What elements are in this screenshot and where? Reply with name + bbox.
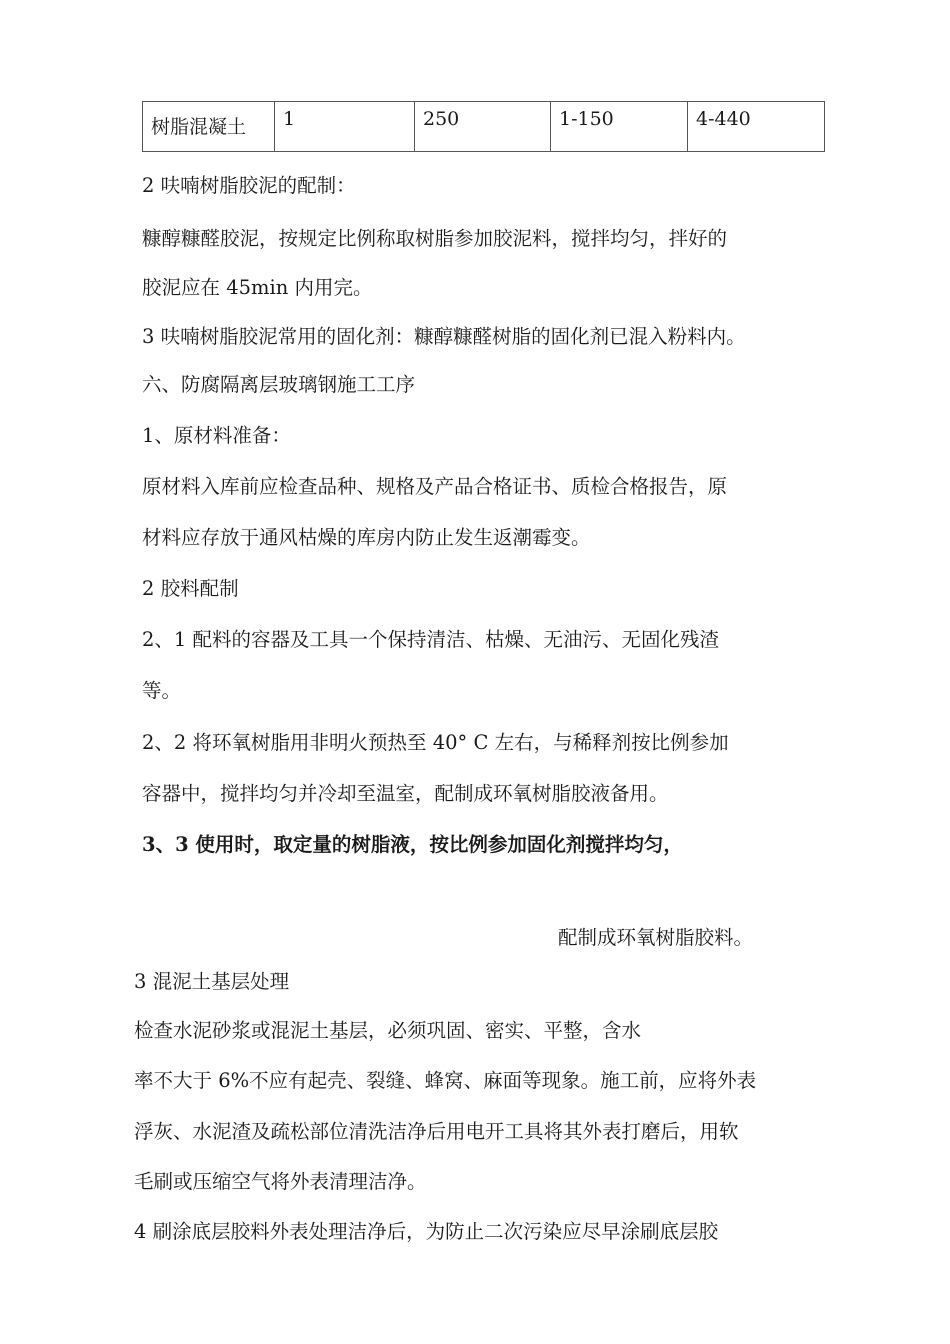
paragraph-line: 毛刷或压缩空气将外表清理洁净。 [134,1170,427,1193]
paragraph-line: 3、3 使用时，取定量的树脂液，按比例参加固化剂搅拌均匀， [142,833,683,856]
subsection-heading: 3 混泥土基层处理 [134,970,290,993]
paragraph-line: 率不大于 6%不应有起壳、裂缝、蜂窝、麻面等现象。施工前，应将外表 [134,1069,757,1092]
paragraph-line: 等。 [142,679,182,702]
paragraph-line: 材料应存放于通风枯燥的库房内防止发生返潮霉变。 [142,526,591,549]
table-cell: 1 [275,102,415,152]
paragraph-line: 配制成环氧树脂胶料。 [558,926,754,949]
table-cell: 1-150 [551,102,688,152]
table-row [143,102,825,152]
paragraph-line: 2、2 将环氧树脂用非明火预热至 40° C 左右，与稀释剂按比例参加 [142,731,729,754]
table-cell-material: 树脂混凝土 [143,102,275,152]
material-ratio-table [142,101,825,152]
paragraph-line: 原材料入库前应检查品种、规格及产品合格证书、质检合格报告，原 [142,475,728,498]
heading-resin-mortar-prep: 2 呋喃树脂胶泥的配制： [142,174,356,197]
paragraph-line: 4 刷涂底层胶料外表处理洁净后，为防止二次污染应尽早涂刷底层胶 [134,1220,719,1243]
paragraph-line: 容器中，搅拌均匀并冷却至温室，配制成环氧树脂胶液备用。 [142,782,669,805]
paragraph-line: 浮灰、水泥渣及疏松部位清洗洁净后用电开工具将其外表打磨后，用软 [134,1120,739,1143]
paragraph-line: 2、1 配料的容器及工具一个保持清洁、枯燥、无油污、无固化残渣 [142,628,720,651]
table-cell: 250 [415,102,551,152]
section-heading: 六、防腐隔离层玻璃钢施工工序 [142,373,416,396]
paragraph-line: 胶泥应在 45min 内用完。 [142,276,373,299]
paragraph-line: 检查水泥砂浆或混泥土基层，必须巩固、密实、平整，含水 [134,1019,642,1042]
subsection-heading: 1、原材料准备： [142,424,291,447]
subsection-heading: 2 胶料配制 [142,577,239,600]
table-cell: 4-440 [688,102,825,152]
paragraph-line: 3 呋喃树脂胶泥常用的固化剂：糠醇糠醛树脂的固化剂已混入粉料内。 [142,325,746,348]
paragraph-line: 糠醇糠醛胶泥，按规定比例称取树脂参加胶泥料，搅拌均匀，拌好的 [142,227,728,250]
